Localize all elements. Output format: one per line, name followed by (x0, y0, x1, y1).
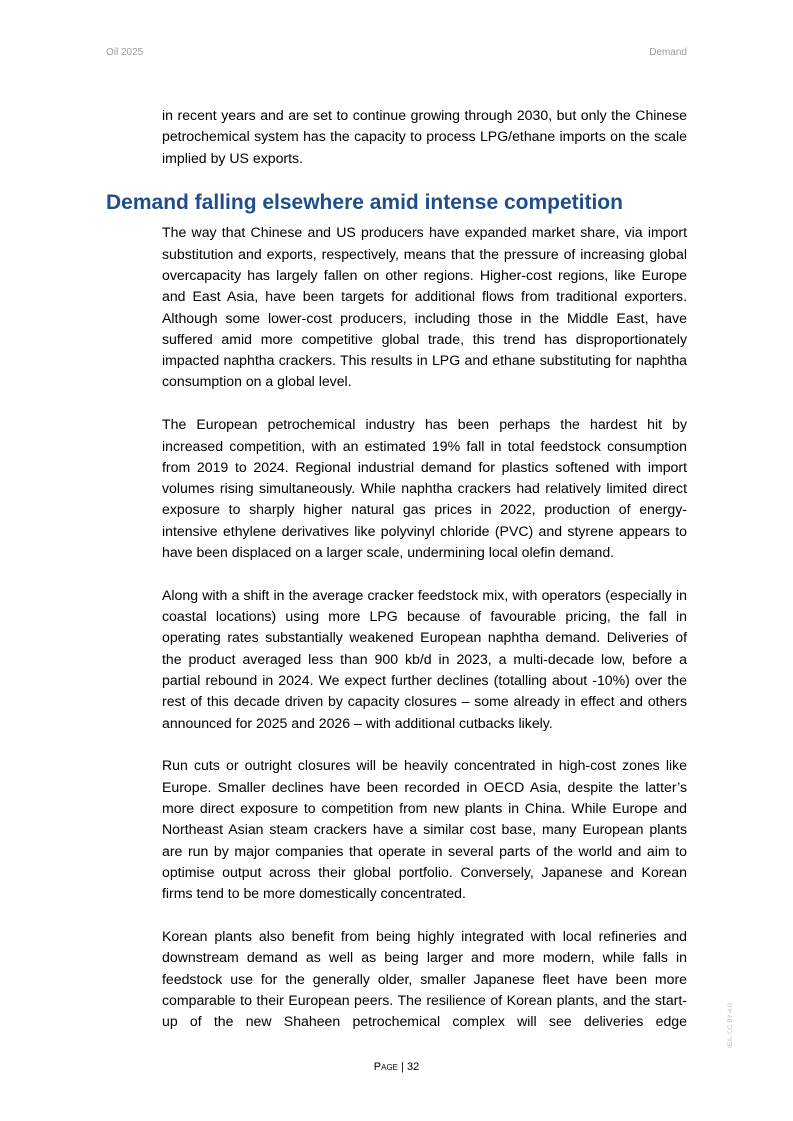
paragraph: The way that Chinese and US producers have expanded market share, via import substitution and exports, respectively, means that the pressure of increasing global overcapacity has largely fallen on other regions. Higher-cost regions, like Europe and East Asia, have been targets for additional flows from traditional exporters. Although some lower-cost producers, including those in the Middle East, have suffered amid more competitive global trade, this trend has disproportionately impacted naphtha crackers. This results in LPG and ethane substituting for naphtha consumption on a global level. (162, 224, 687, 390)
body-content (106, 105, 687, 1054)
paragraph: Korean plants also benefit from being highly integrated with local refineries and downstream demand as well as being larger and more modern, while falls in feedstock use for the generally older, smaller Japanese fleet have been more comparable to their European peers. The resilience of Korean plants, and the start-up of the new Shaheen petrochemical complex will see deliveries edge (162, 928, 687, 1030)
paragraph: The European petrochemical industry has been perhaps the hardest hit by increased competition, with an estimated 19% fall in total feedstock consumption from 2019 to 2024. Regional industrial demand for plastics softened with import volumes rising simultaneously. While naphtha crackers had relatively limited direct exposure to sharply higher natural gas prices in 2022, production of energy-intensive ethylene derivatives like polyvinyl chloride (PVC) and styrene appears to have been displaced on a larger scale, undermining local olefin demand. (162, 416, 687, 561)
paragraph: Along with a shift in the average cracker feedstock mix, with operators (especially in coastal locations) using more LPG because of favourable pricing, the fall in operating rates substantially weakened European naphtha demand. Deliveries of the product averaged less than 900 kb/d in 2023, a multi-decade low, before a partial rebound in 2024. We expect further declines (totalling about -10%) over the rest of this decade driven by capacity closures – some already in effect and others announced for 2025 and 2026 – with additional cutbacks likely. (162, 586, 687, 731)
page-label: Page (373, 1061, 398, 1073)
header-report-title: Oil 2025 (106, 47, 144, 58)
license-watermark: IEA. CC BY 4.0. (727, 1001, 734, 1048)
section-heading: Demand falling elsewhere amid intense competition (106, 191, 623, 215)
page-separator: | (398, 1061, 407, 1073)
page-footer (0, 1061, 793, 1073)
paragraph: in recent years and are set to continue growing through 2030, but only the Chinese petrochemical system has the capacity to process LPG/ethane imports on the scale implied by US exports. (162, 107, 687, 166)
paragraph: Run cuts or outright closures will be heavily concentrated in high-cost zones like Europe. Smaller declines have been recorded in OECD Asia, despite the latter’s more direct exposure to competition from new plants in China. While Europe and Northeast Asian steam crackers have a similar cost base, many European plants are run by major companies that operate in several parts of the world and aim to optimise output across their global portfolio. Conversely, Japanese and Korean firms tend to be more domestically concentrated. (162, 757, 687, 902)
page-number: 32 (406, 1061, 420, 1073)
header-section: Demand (649, 47, 687, 58)
